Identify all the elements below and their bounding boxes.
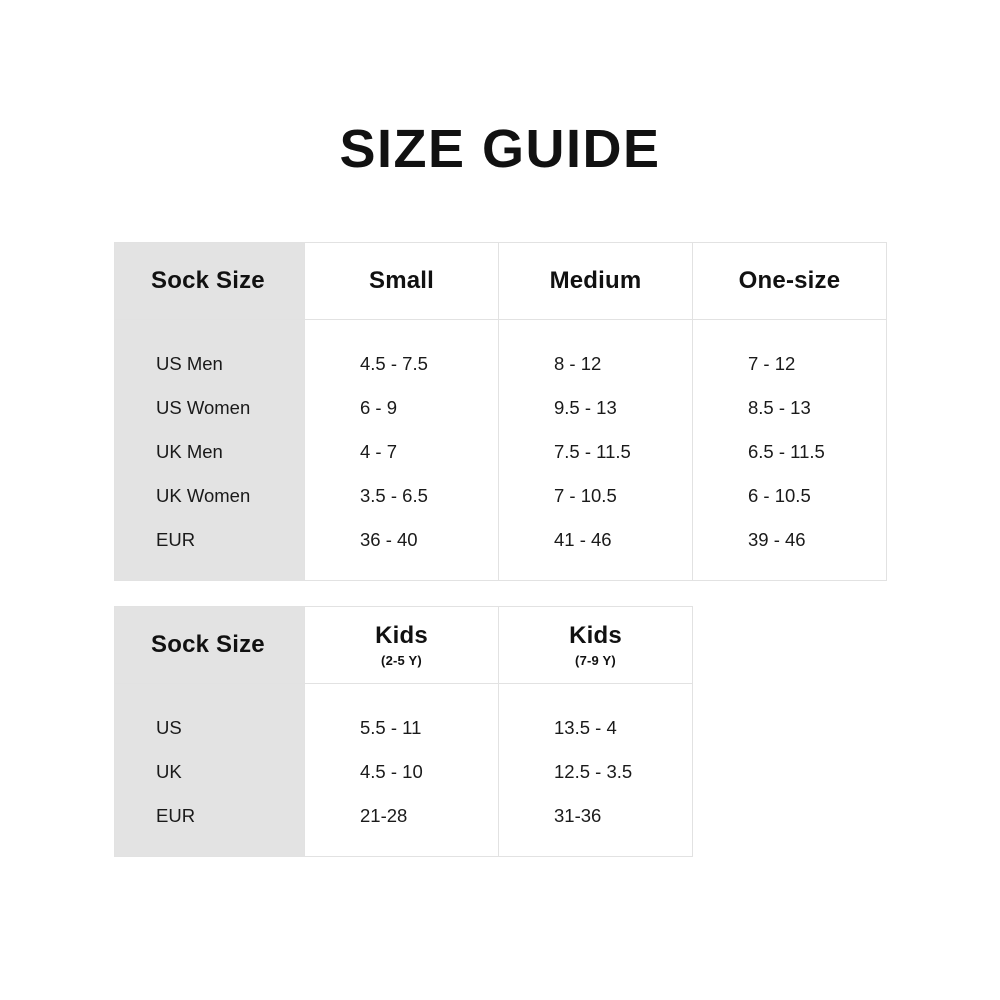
row-label: US Women [115,386,305,430]
table-spacer [115,684,887,707]
table-spacer [115,562,887,581]
column-header-sock-size: Sock Size [115,243,305,320]
table-header-row [115,243,887,320]
column-header-kids-7-9-label: Kids [569,622,622,650]
row-label: US Men [115,342,305,386]
column-header-kids-2-5-label: Kids [375,622,428,650]
column-header-kids-7-9 [499,607,693,684]
cell-value: 4.5 - 7.5 [305,342,499,386]
cell-value: 6.5 - 11.5 [693,430,887,474]
table-header-row [115,607,887,684]
cell-value: 31-36 [499,794,693,838]
column-header-sock-size: Sock Size [115,607,305,684]
cell-value: 41 - 46 [499,518,693,562]
table-row [115,706,887,750]
cell-value: 39 - 46 [693,518,887,562]
adult-size-table [114,242,887,581]
table-spacer [115,838,887,857]
cell-value: 7 - 12 [693,342,887,386]
column-header-one-size: One-size [693,243,887,320]
cell-value: 7.5 - 11.5 [499,430,693,474]
tables-container [114,242,886,857]
cell-value: 36 - 40 [305,518,499,562]
column-header-kids-2-5-sub: (2-5 Y) [381,653,422,669]
cell-value: 8.5 - 13 [693,386,887,430]
cell-value: 9.5 - 13 [499,386,693,430]
kids-size-table [114,606,887,857]
cell-value: 12.5 - 3.5 [499,750,693,794]
cell-value: 6 - 9 [305,386,499,430]
row-label: US [115,706,305,750]
cell-value: 5.5 - 11 [305,706,499,750]
table-spacer [115,320,887,343]
row-label: EUR [115,794,305,838]
column-header-kids-2-5 [305,607,499,684]
table-row [115,794,887,838]
row-label: UK Women [115,474,305,518]
cell-value: 6 - 10.5 [693,474,887,518]
table-row [115,518,887,562]
column-header-medium: Medium [499,243,693,320]
cell-value: 13.5 - 4 [499,706,693,750]
table-row [115,342,887,386]
table-row [115,750,887,794]
empty-cell [693,607,887,684]
cell-value: 21-28 [305,794,499,838]
table-row [115,474,887,518]
row-label: EUR [115,518,305,562]
cell-value: 3.5 - 6.5 [305,474,499,518]
column-header-small: Small [305,243,499,320]
page-title: SIZE GUIDE [339,119,661,179]
cell-value: 8 - 12 [499,342,693,386]
row-label: UK [115,750,305,794]
cell-value: 4 - 7 [305,430,499,474]
table-row [115,430,887,474]
cell-value: 7 - 10.5 [499,474,693,518]
row-label: UK Men [115,430,305,474]
column-header-kids-7-9-sub: (7-9 Y) [575,653,616,669]
table-row [115,386,887,430]
cell-value: 4.5 - 10 [305,750,499,794]
